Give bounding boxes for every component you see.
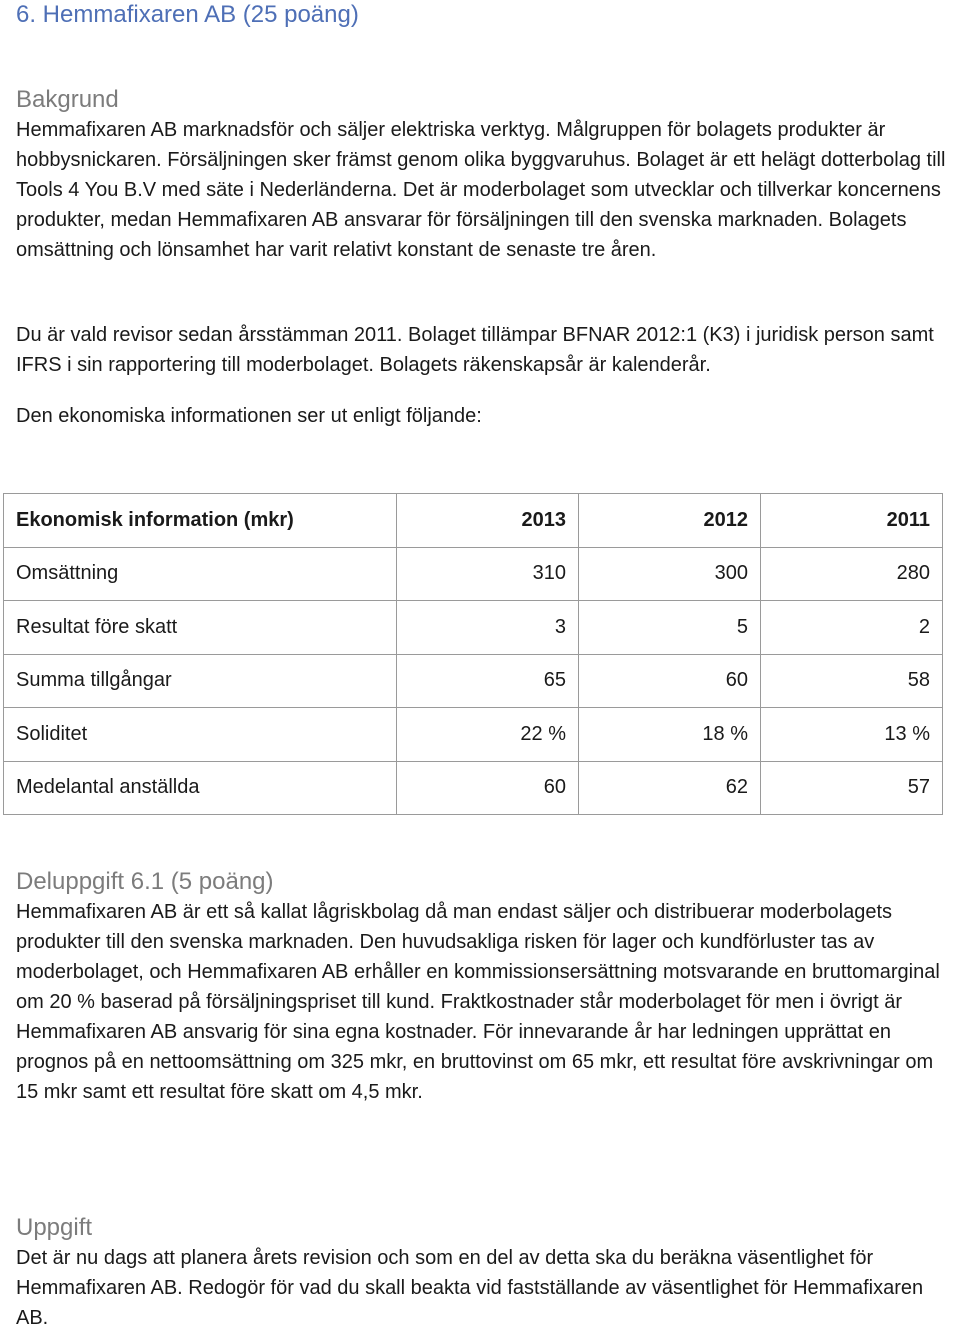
- table-cell: Omsättning: [4, 547, 397, 601]
- table-cell: Summa tillgångar: [4, 654, 397, 708]
- table-cell: 3: [397, 601, 579, 655]
- page-title: 6. Hemmafixaren AB (25 poäng): [16, 1, 359, 28]
- table-cell: 5: [579, 601, 761, 655]
- table-cell: 310: [397, 547, 579, 601]
- table-cell: 18 %: [579, 708, 761, 762]
- table-cell: Medelantal anställda: [4, 761, 397, 815]
- subtask-heading: Deluppgift 6.1 (5 poäng): [16, 868, 274, 895]
- economic-intro-paragraph: Den ekonomiska informationen ser ut enligt följande:: [16, 405, 482, 427]
- table-row: [4, 654, 943, 708]
- task-paragraph: Det är nu dags att planera årets revision och som en del av detta ska du beräkna väsentlighet för Hemmafixaren AB. Redogör för vad du skall beakta vid fastställande av väsentlighet för Hemmafixaren AB.: [16, 1247, 924, 1329]
- background-heading: Bakgrund: [16, 86, 119, 113]
- task-heading: Uppgift: [16, 1214, 93, 1241]
- table-header-cell: 2013: [397, 494, 579, 548]
- table-cell: 2: [761, 601, 943, 655]
- financial-table: [3, 493, 943, 815]
- table-cell: 60: [579, 654, 761, 708]
- table-cell: 65: [397, 654, 579, 708]
- table-cell: 58: [761, 654, 943, 708]
- table-header-cell: 2011: [761, 494, 943, 548]
- table-row: [4, 601, 943, 655]
- table-header-cell: Ekonomisk information (mkr): [4, 494, 397, 548]
- task-section: [16, 1213, 946, 1333]
- table-cell: 62: [579, 761, 761, 815]
- background-paragraph: Hemmafixaren AB marknadsför och säljer elektriska verktyg. Målgruppen för bolagets produkter är hobbysnickaren. Försäljningen sker främst genom olika byggvaruhus. Bolaget är ett helägt dotterbolag till Tools 4 You B.V med säte i Nederländerna. Det är moderbolaget som utvecklar och tillverkar koncernens produkter, medan Hemmafixaren AB ansvarar för försäljningen till den svenska marknaden. Bolagets omsättning och lönsamhet har varit relativt konstant de senaste tre åren.: [16, 119, 946, 261]
- table-cell: 60: [397, 761, 579, 815]
- table-row: [4, 761, 943, 815]
- subtask-section: [16, 867, 946, 1107]
- table-row: [4, 547, 943, 601]
- table-cell: Resultat före skatt: [4, 601, 397, 655]
- table-cell: 13 %: [761, 708, 943, 762]
- table-header-cell: 2012: [579, 494, 761, 548]
- subtask-paragraph: Hemmafixaren AB är ett så kallat lågriskbolag då man endast säljer och distribuerar moderbolagets produkter till den svenska marknaden. Den huvudsakliga risken för lager och kundförluster tas av moderbolaget, och Hemmafixaren AB erhåller en kommissionsersättning motsvarande en bruttomarginal om 20 % baserad på försäljningspriset till kund. Fraktkostnader står moderbolaget för men i övrigt är Hemmafixaren AB ansvarig för sina egna kostnader. För innevarande år har ledningen upprättat en prognos på en nettoomsättning om 325 mkr, en bruttovinst om 65 mkr, ett resultat före avskrivningar om 15 mkr samt ett resultat före skatt om 4,5 mkr.: [16, 901, 940, 1103]
- auditor-paragraph: Du är vald revisor sedan årsstämman 2011. Bolaget tillämpar BFNAR 2012:1 (K3) i juridisk person samt IFRS i sin rapportering till moderbolaget. Bolagets räkenskapsår är kalenderår.: [16, 324, 934, 376]
- auditor-section: [16, 320, 946, 380]
- table-cell: 22 %: [397, 708, 579, 762]
- table-cell: Soliditet: [4, 708, 397, 762]
- background-section: [16, 85, 946, 265]
- table-cell: 300: [579, 547, 761, 601]
- table-cell: 280: [761, 547, 943, 601]
- table-cell: 57: [761, 761, 943, 815]
- table-row: [4, 708, 943, 762]
- economic-intro: [16, 401, 946, 431]
- table-header-row: [4, 494, 943, 548]
